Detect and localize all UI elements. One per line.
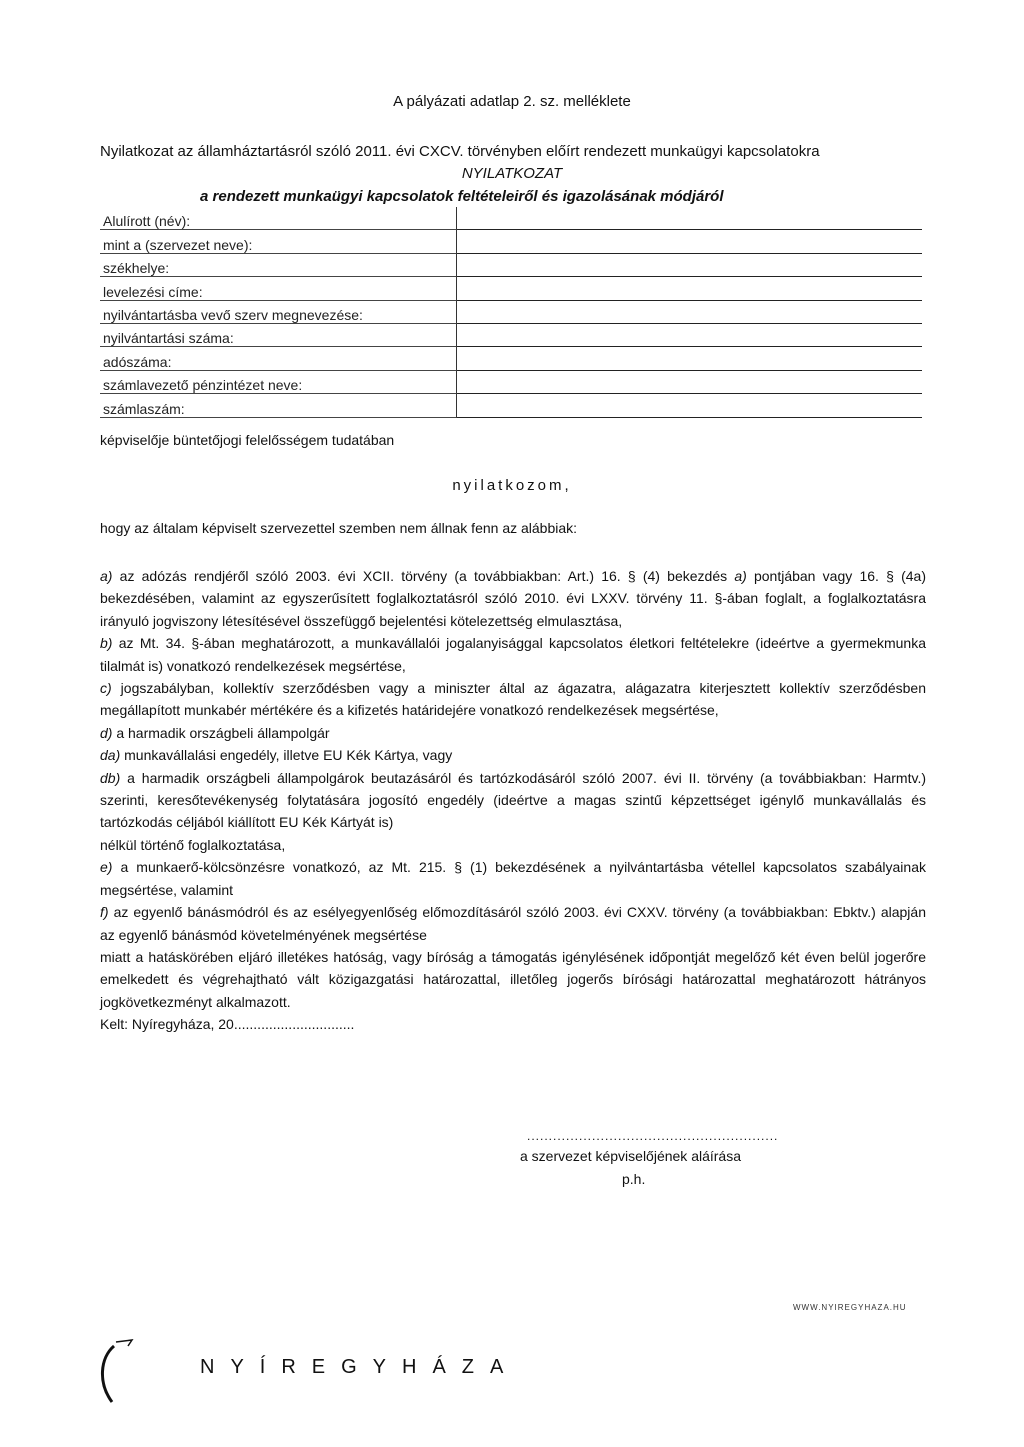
condition-d: d) a harmadik országbeli állampolgár (100, 724, 330, 741)
form-row-org-name[interactable] (100, 230, 922, 253)
form-field-mailing-address[interactable] (457, 277, 922, 300)
item-label: a) (100, 568, 113, 584)
condition-db-cont: nélkül történő foglalkoztatása, (100, 836, 286, 853)
item-label: e) (100, 859, 113, 876)
signature-label: a szervezet képviselőjének aláírása (520, 1148, 742, 1164)
stamp-placeholder: p.h. (622, 1171, 646, 1187)
representative-statement: képviselője büntetőjogi felelősségem tudatában (100, 432, 395, 448)
item-label: b) (100, 635, 113, 652)
form-row-seat[interactable] (100, 254, 922, 277)
form-field-registry-authority[interactable] (457, 301, 922, 324)
closing-paragraph: miatt a hatáskörében eljáró illetékes hatóság, vagy bíróság a támogatás igénylésének időpontját megelőző két éven belül jogerőre emelkedett és végrehajtható vált közigazgatási határozattal, illetőleg jogerős bírósági határozattal meghatározott hátrányos jogkövetkezményt alkalmazott. (100, 948, 926, 1010)
item-label: c) (100, 680, 112, 697)
form-row-tax-number[interactable] (100, 347, 922, 370)
form-row-name[interactable] (100, 207, 922, 230)
signature-line[interactable]: .......................................................... (527, 1129, 779, 1143)
form-row-mailing-address[interactable] (100, 277, 922, 300)
form-field-tax-number[interactable] (457, 347, 922, 370)
condition-da: da) munkavállalási engedély, illetve EU Kék Kártya, vagy (100, 747, 453, 764)
form-row-account-number[interactable] (100, 394, 922, 417)
form-label: levelezési címe: (103, 283, 203, 300)
declaration-title: NYILATKOZAT (461, 165, 563, 182)
form-field-name[interactable] (457, 207, 922, 230)
form-label: adószáma: (103, 353, 172, 370)
item-label: f) (100, 904, 109, 921)
item-label: da) (100, 747, 121, 764)
declaration-intro: hogy az általam képviselt szervezettel szemben nem állnak fenn az alábbiak: (100, 520, 578, 536)
form-row-registry-authority[interactable] (100, 301, 922, 324)
form-label: nyilvántartásba vevő szerv megnevezése: (103, 306, 363, 323)
form-label: számlaszám: (103, 400, 185, 417)
form-label: Alulírott (név): (103, 213, 191, 230)
item-label: d) (100, 724, 113, 741)
condition-e: e) a munkaerő-kölcsönzésre vonatkozó, az Mt. 215. § (1) bekezdésének a nyilvántartásba vétellel kapcsolatos szabályainak megsértése, valamint (100, 859, 926, 898)
condition-c: c) jogszabályban, kollektív szerződésben vagy a miniszter által az ágazatra, alágazatra kiterjesztett kollektív szerződésben megállapított munkabér mértékére és a kifizetés határidejére vonatkozó rendelkezések megsértése, (100, 680, 926, 719)
declarant-form (100, 207, 922, 418)
form-field-seat[interactable] (457, 254, 922, 277)
city-logo-text: NYÍREGYHÁZA (200, 1356, 520, 1378)
form-label: székhelye: (103, 260, 170, 277)
condition-f: f) az egyenlő bánásmódról és az esélyegyenlőség előmozdításáról szóló 2003. évi CXXV. törvény (a továbbiakban: Ebktv.) alapján az egyenlő bánásmód követelményének megsértése (100, 904, 926, 943)
form-field-org-name[interactable] (457, 230, 922, 253)
condition-a: a) az adózás rendjéről szóló 2003. évi XCII. törvény (a továbbiakban: Art.) 16. § (4) bekezdés a) pontjában vagy 16. § (4a) bekezdésében, valamint az egyszerűsített foglalkoztatásról szóló 2010. évi LXXV. törvény 11. §-ában foglalt, a foglalkoztatásra irányuló jogviszony létesítésével összefüggő bejelentési kötelezettség elmulasztása, (100, 568, 926, 629)
city-logo-icon (92, 1338, 152, 1413)
footer-url: WWW.NYIREGYHAZA.HU (793, 1303, 907, 1312)
item-label: db) (100, 769, 121, 786)
form-field-bank-name[interactable] (457, 371, 922, 394)
form-label: számlavezető pénzintézet neve: (103, 377, 303, 394)
attachment-title: A pályázati adatlap 2. sz. melléklete (393, 93, 631, 110)
place-date-line[interactable]: Kelt: Nyíregyháza, 20............................... (100, 1016, 355, 1033)
form-label: mint a (szervezet neve): (103, 236, 253, 253)
form-label: nyilvántartási száma: (103, 330, 234, 347)
condition-b: b) az Mt. 34. §-ában meghatározott, a munkavállalói jogalanyisággal kapcsolatos életkori feltételekre (ideértve a gyermekmunka tilalmát is) vonatkozó rendelkezések megsértése, (100, 635, 926, 674)
conditions-list (100, 565, 926, 1036)
document-subtitle: Nyilatkozat az államháztartásról szóló 2011. évi CXCV. törvényben előírt rendezett munkaügyi kapcsolatokra (100, 143, 820, 160)
declaration-word: nyilatkozom, (452, 477, 572, 494)
declaration-subtitle: a rendezett munkaügyi kapcsolatok feltételeiről és igazolásának módjáról (200, 188, 724, 205)
condition-db: db) a harmadik országbeli állampolgárok beutazásáról és tartózkodásáról szóló 2007. évi II. törvény (a továbbiakban: Harmtv.) szerinti, keresőtevékenység folytatására jogosító engedély (ideértve a magas szintű képzettséget igénylő munkavállalás és tartózkodás céljából kiállított EU Kék Kártyát is) (100, 769, 926, 831)
form-row-registry-number[interactable] (100, 324, 922, 347)
form-field-account-number[interactable] (457, 394, 922, 417)
form-row-bank-name[interactable] (100, 371, 922, 394)
form-field-registry-number[interactable] (457, 324, 922, 347)
